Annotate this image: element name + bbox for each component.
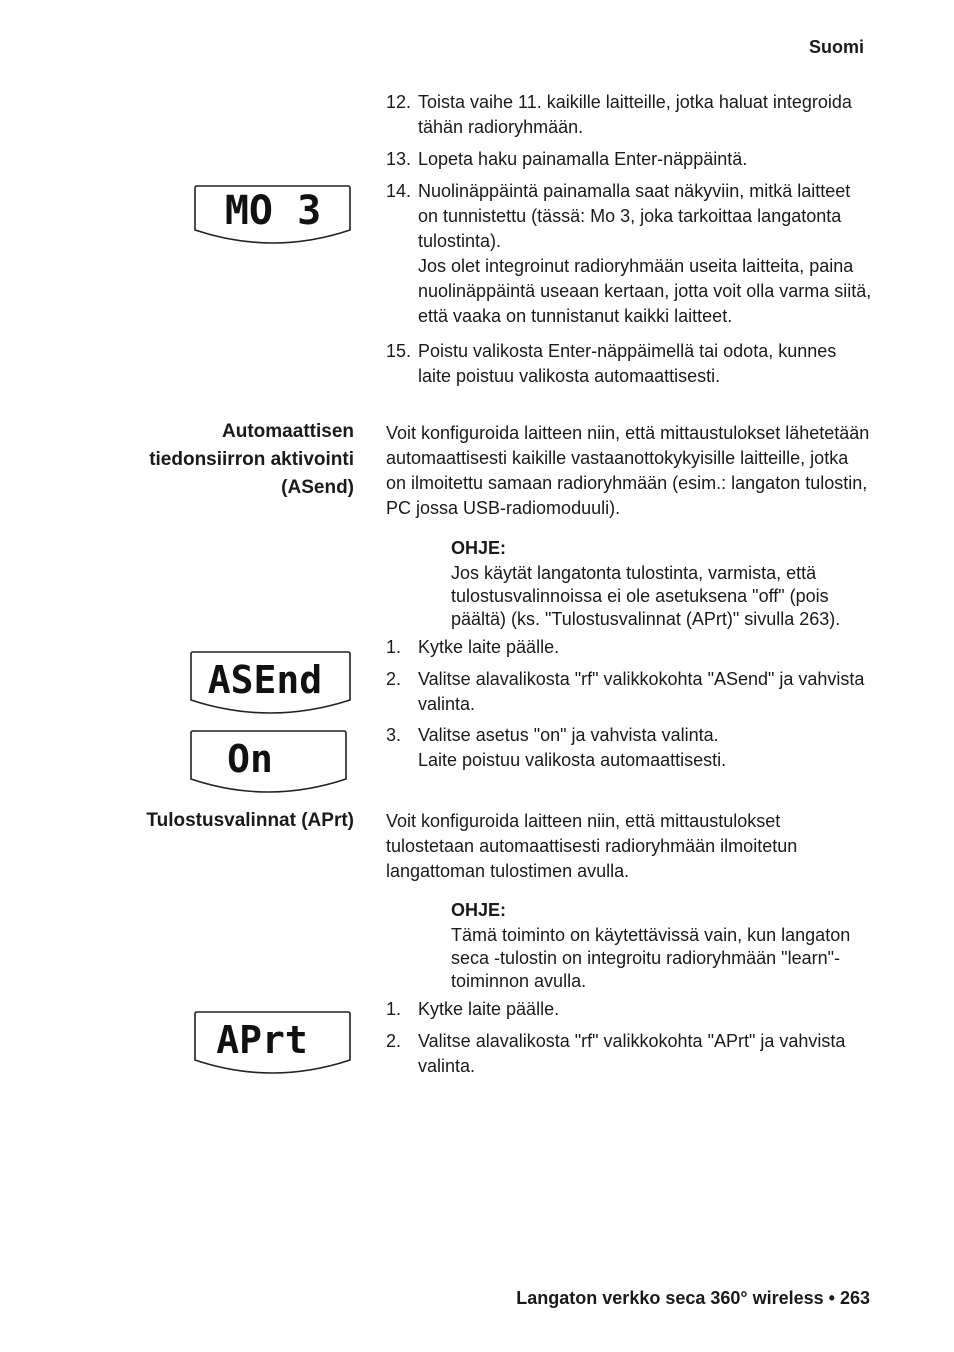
section-intro-asend: Voit konfiguroida laitteen niin, että mittaustulokset lähetetään automaattisesti kaikille vastaanottokykyisille laitteille, jotka on ilmoitettu samaan radioryhmään (esim.: langaton tulostin, PC jossa USB-radiomoduuli). <box>386 423 870 518</box>
step-text: Valitse alavalikosta "rf" valikkokohta "APrt" ja vahvista valinta. <box>418 1031 846 1076</box>
page-language-label: Suomi <box>808 37 864 57</box>
aprt-step-1 <box>386 997 872 1022</box>
step-text: Valitse alavalikosta "rf" valikkokohta "ASend" ja vahvista valinta. <box>418 669 865 714</box>
lcd-display-asend <box>188 650 354 718</box>
step-text-extra: Laite poistuu valikosta automaattisesti. <box>418 750 727 770</box>
asend-step-1 <box>386 635 872 660</box>
section-intro-aprt: Voit konfiguroida laitteen niin, että mittaustulokset tulostetaan automaattisesti radioryhmään ilmoitetun langattoman tulostimen avulla. <box>386 811 798 881</box>
step-text: Nuolinäppäintä painamalla saat näkyviin, mitkä laitteet on tunnistettu (tässä: Mo 3, joka tarkoittaa langatonta tulostinta). <box>418 181 851 251</box>
lcd-text-asend: ASEnd <box>207 658 323 702</box>
lcd-text-aprt: APrt <box>216 1018 308 1062</box>
lcd-display-on <box>188 729 350 797</box>
lcd-display-mo3 <box>192 184 354 248</box>
step-14 <box>386 179 872 329</box>
note-text: Jos käytät langatonta tulostinta, varmista, että tulostusvalinnoissa ei ole asetuksena "off" (pois päältä) (ks. "Tulostusvalinnat (APrt)" sivulla 263). <box>451 563 841 629</box>
note-aprt <box>451 899 871 993</box>
step-number: 2. <box>386 669 402 689</box>
step-text: Valitse asetus "on" ja vahvista valinta. <box>418 725 719 745</box>
step-number: 1. <box>386 999 402 1019</box>
step-text: Kytke laite päälle. <box>418 637 560 657</box>
step-text: Lopeta haku painamalla Enter-näppäintä. <box>418 149 748 169</box>
note-text: Tämä toiminto on käytettävissä vain, kun langaton seca -tulostin on integroitu radioryhmään "learn"-toiminnon avulla. <box>451 925 851 991</box>
step-text: Poistu valikosta Enter-näppäimellä tai odota, kunnes laite poistuu valikosta automaattisesti. <box>418 341 837 386</box>
lcd-text-mo3: MO 3 <box>224 188 322 234</box>
lcd-display-aprt <box>192 1010 354 1078</box>
step-15 <box>386 339 872 389</box>
step-number: 13. <box>386 149 412 169</box>
step-text: Kytke laite päälle. <box>418 999 560 1019</box>
asend-step-2 <box>386 667 872 717</box>
section-heading-asend: Automaattisen tiedonsiirron aktivointi (ASend) <box>149 421 354 498</box>
step-number: 2. <box>386 1031 402 1051</box>
step-13 <box>386 147 872 172</box>
step-12 <box>386 90 872 140</box>
note-title: OHJE: <box>451 900 507 920</box>
step-text-extra: Jos olet integroinut radioryhmään useita laitteita, paina nuolinäppäintä useaan kertaan, jotta voit olla varma siitä, että vaaka on tunnistanut kaikki laitteet. <box>418 256 872 326</box>
step-number: 1. <box>386 637 402 657</box>
step-text: Toista vaihe 11. kaikille laitteille, jotka haluat integroida tähän radioryhmään. <box>418 92 852 137</box>
step-number: 12. <box>386 92 412 112</box>
step-number: 14. <box>386 181 412 201</box>
asend-step-3 <box>386 723 872 773</box>
step-number: 15. <box>386 341 412 361</box>
lcd-text-on: On <box>227 737 273 781</box>
note-asend <box>451 537 871 631</box>
step-number: 3. <box>386 725 402 745</box>
aprt-step-2 <box>386 1029 872 1079</box>
page-footer: Langaton verkko seca 360° wireless • 263 <box>516 1288 870 1308</box>
section-heading-aprt: Tulostusvalinnat (APrt) <box>146 810 354 831</box>
note-title: OHJE: <box>451 538 507 558</box>
